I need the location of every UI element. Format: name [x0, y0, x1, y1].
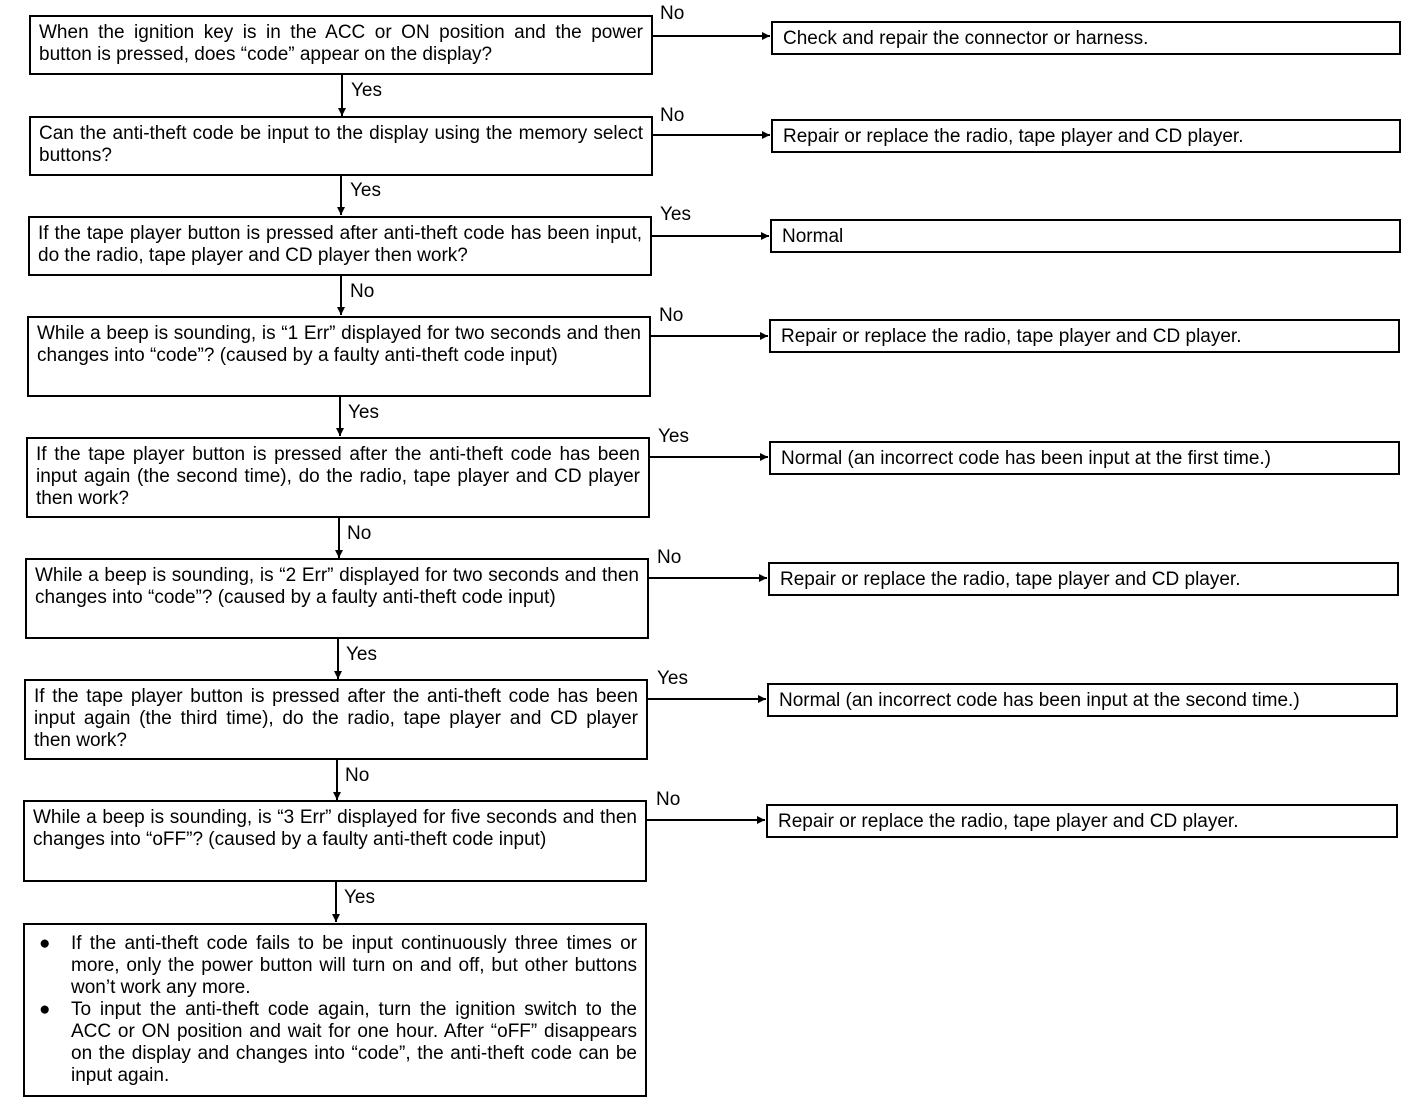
branch-label-down: Yes — [350, 180, 381, 201]
note-text: If the anti-theft code fails to be input continuously three times or more, only the power button will turn on and off, but other buttons won’t work any more. — [71, 933, 637, 998]
question-text: When the ignition key is in the ACC or ON position and the power button is pressed, does “code” appear on the display? — [39, 22, 643, 65]
branch-label-down: Yes — [351, 80, 382, 101]
notes-list — [33, 933, 637, 1087]
result-box-4: Repair or replace the radio, tape player and CD player. — [769, 319, 1400, 353]
question-text: Can the anti-theft code be input to the display using the memory select buttons? — [39, 123, 643, 166]
question-box-6 — [25, 558, 649, 639]
result-box-2: Repair or replace the radio, tape player and CD player. — [771, 119, 1401, 153]
question-text: While a beep is sounding, is “3 Err” displayed for five seconds and then changes into “oFF”? (caused by a faulty anti-theft code input) — [33, 807, 637, 850]
question-box-5 — [26, 437, 650, 518]
branch-label-down: No — [345, 765, 370, 786]
branch-label-side: No — [659, 305, 684, 326]
question-text: If the tape player button is pressed after anti-theft code has been input, do the radio, tape player and CD player then work? — [38, 223, 642, 266]
branch-label-side: Yes — [657, 668, 688, 689]
result-box-3: Normal — [770, 219, 1401, 253]
result-box-6: Repair or replace the radio, tape player and CD player. — [768, 562, 1399, 596]
question-box-3 — [28, 216, 652, 276]
note-item — [33, 933, 637, 999]
final-notes-box — [23, 923, 647, 1097]
branch-label-down: Yes — [346, 644, 377, 665]
question-box-1 — [29, 15, 653, 75]
branch-label-down: Yes — [348, 402, 379, 423]
question-text: If the tape player button is pressed after the anti-theft code has been input again (the second time), do the radio, tape player and CD player then work? — [36, 444, 640, 509]
question-box-8 — [23, 800, 647, 882]
branch-label-side: No — [657, 547, 682, 568]
question-box-4 — [27, 316, 651, 397]
question-box-7 — [24, 679, 648, 760]
question-box-2 — [29, 116, 653, 176]
branch-label-down: No — [350, 281, 375, 302]
bullet-icon: ● — [39, 999, 51, 1020]
branch-label-side: Yes — [660, 204, 691, 225]
bullet-icon: ● — [39, 933, 51, 954]
branch-label-down: Yes — [344, 887, 375, 908]
branch-label-side: No — [656, 789, 681, 810]
question-text: While a beep is sounding, is “2 Err” displayed for two seconds and then changes into “code”? (caused by a faulty anti-theft code input) — [35, 565, 639, 608]
result-box-7: Normal (an incorrect code has been input at the second time.) — [767, 683, 1398, 717]
note-item — [33, 999, 637, 1087]
question-text: If the tape player button is pressed after the anti-theft code has been input again (the third time), do the radio, tape player and CD player then work? — [34, 686, 638, 751]
branch-label-side: No — [660, 3, 685, 24]
result-box-8: Repair or replace the radio, tape player and CD player. — [766, 804, 1398, 838]
result-box-5: Normal (an incorrect code has been input at the first time.) — [769, 441, 1400, 475]
note-text: To input the anti-theft code again, turn the ignition switch to the ACC or ON position and wait for one hour. After “oFF” disappears on the display and changes into “code”, the anti-theft code can be input again. — [71, 999, 637, 1086]
branch-label-side: Yes — [658, 426, 689, 447]
result-box-1: Check and repair the connector or harness. — [771, 21, 1401, 55]
question-text: While a beep is sounding, is “1 Err” displayed for two seconds and then changes into “code”? (caused by a faulty anti-theft code input) — [37, 323, 641, 366]
branch-label-down: No — [347, 523, 372, 544]
branch-label-side: No — [660, 105, 685, 126]
